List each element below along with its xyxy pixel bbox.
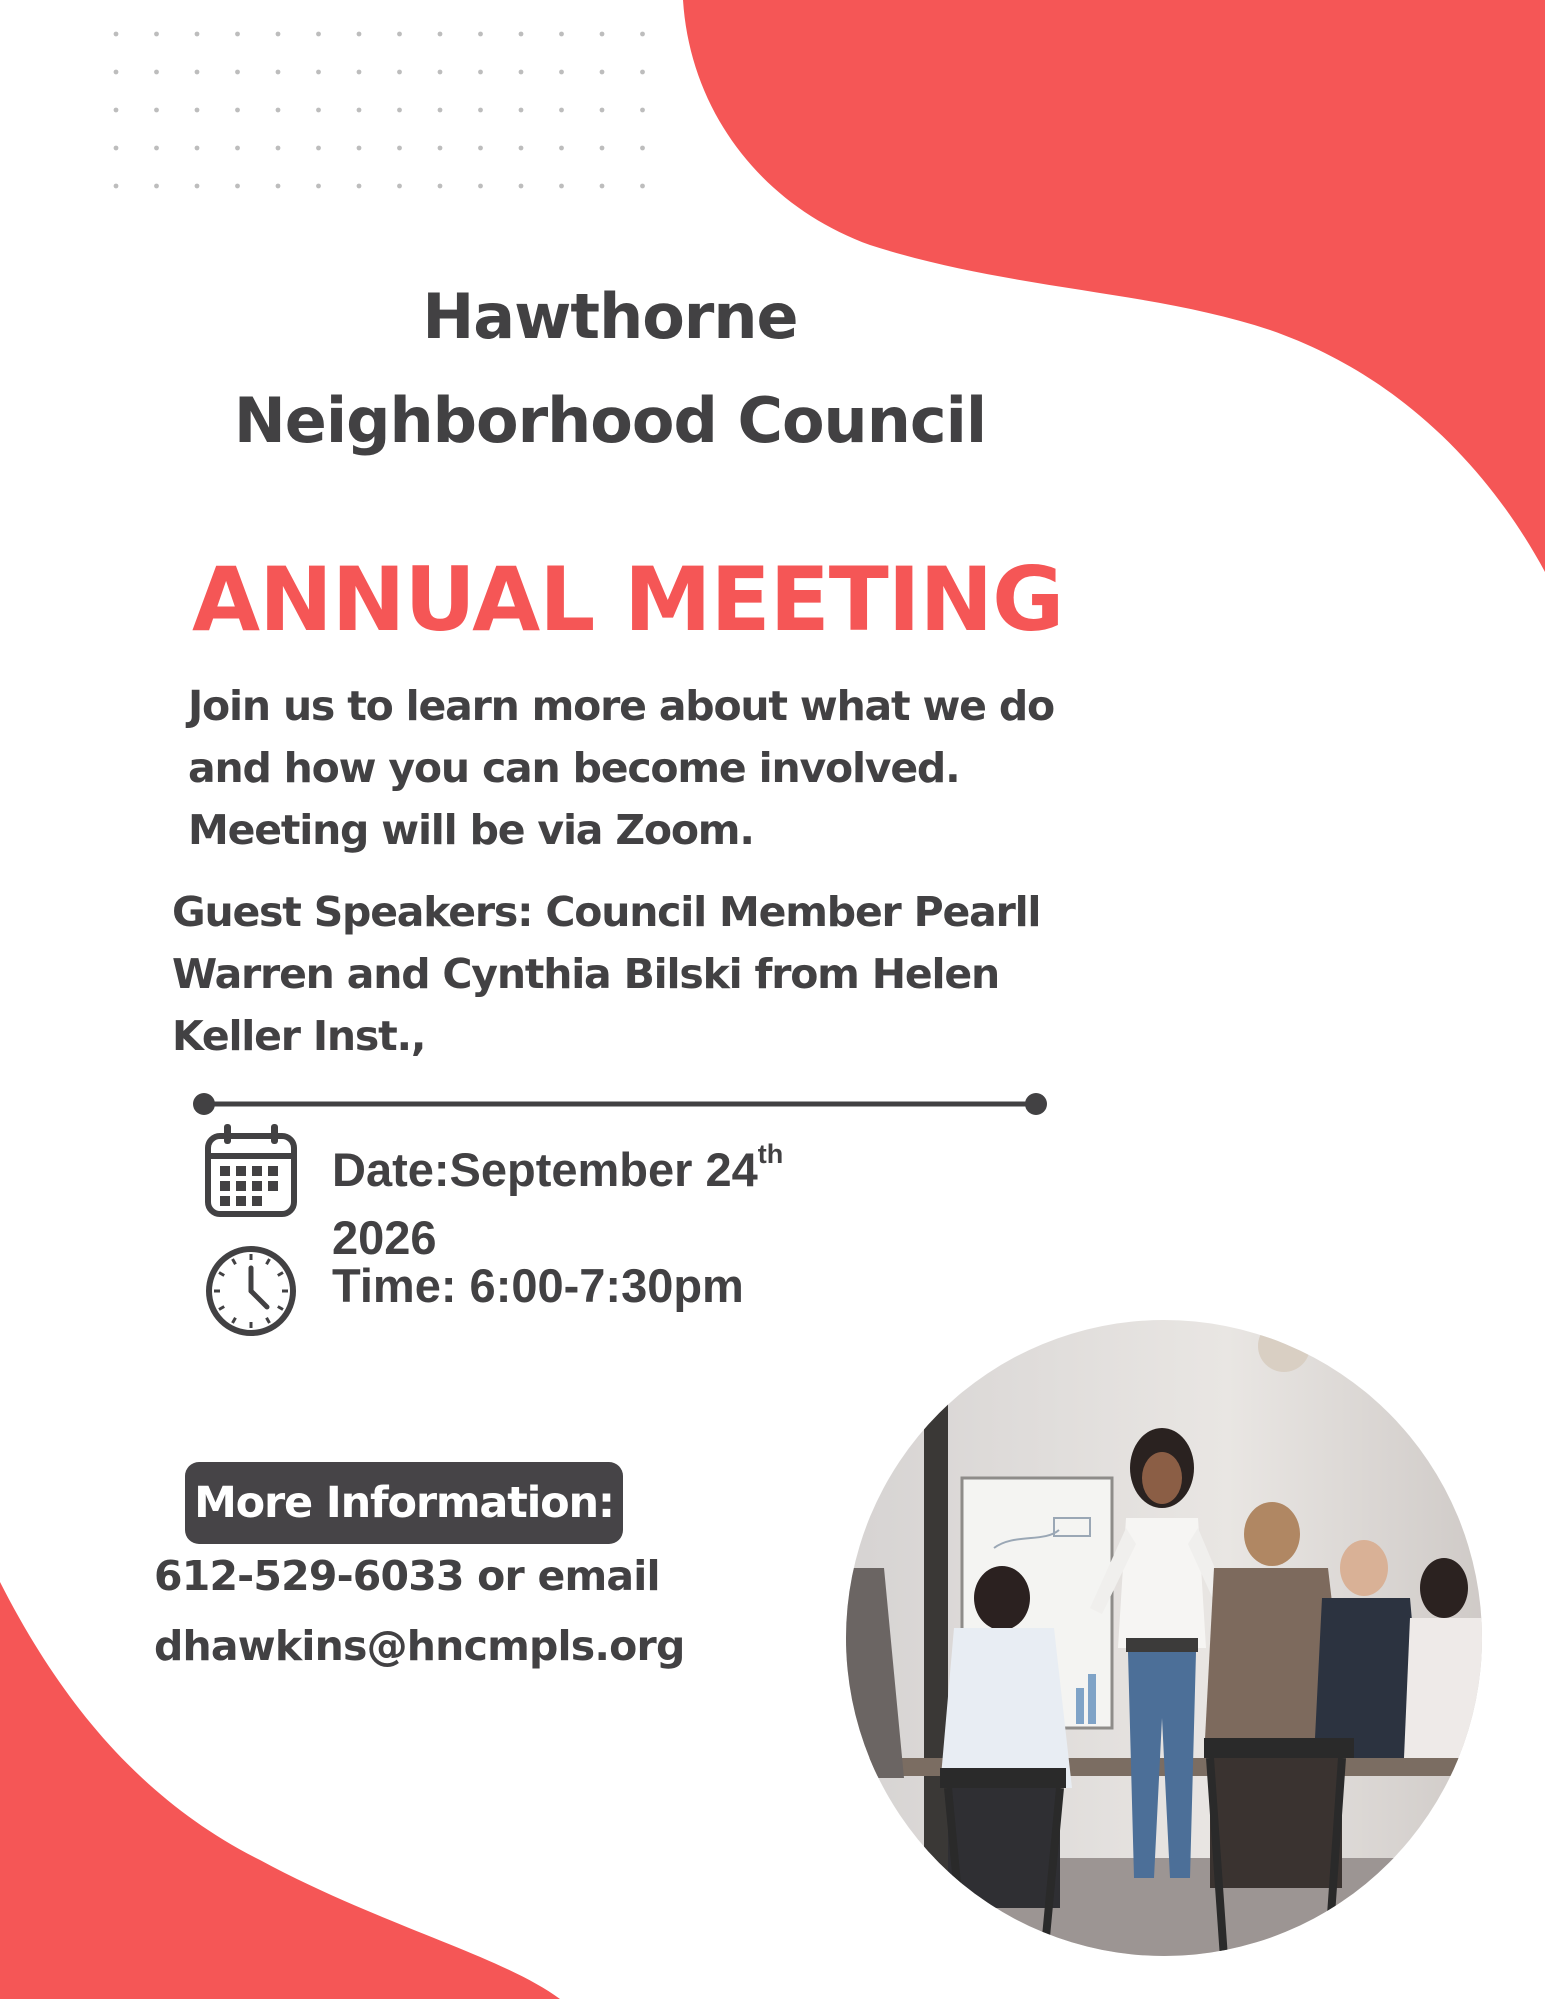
speakers-line3: Keller Inst., bbox=[172, 1012, 426, 1060]
event-date bbox=[332, 1139, 784, 1197]
event-date-label: Date:September 24 bbox=[332, 1143, 758, 1196]
meeting-photo bbox=[844, 1318, 1484, 1958]
org-name-line2: Neighborhood Council bbox=[233, 384, 987, 457]
clock-icon bbox=[204, 1244, 298, 1338]
org-name-line1: Hawthorne bbox=[422, 280, 798, 353]
event-year: 2026 bbox=[332, 1211, 437, 1264]
event-time: Time: 6:00-7:30pm bbox=[332, 1259, 744, 1312]
speakers-line1: Guest Speakers: Council Member Pearll bbox=[172, 888, 1041, 936]
speakers-line2: Warren and Cynthia Bilski from Helen bbox=[172, 950, 999, 998]
contact-email-link[interactable]: dhawkins@hncmpls.org bbox=[154, 1622, 685, 1670]
dot-grid-decoration bbox=[114, 32, 645, 189]
calendar-icon bbox=[204, 1122, 298, 1218]
intro-line3: Meeting will be via Zoom. bbox=[188, 806, 754, 854]
intro-line1: Join us to learn more about what we do bbox=[188, 682, 1054, 730]
headline-title: ANNUAL MEETING bbox=[192, 548, 1064, 651]
divider-line bbox=[192, 1090, 1048, 1118]
more-info-badge: More Information: bbox=[185, 1462, 623, 1544]
event-date-suffix: th bbox=[757, 1139, 784, 1170]
contact-phone-line: 612-529-6033 or email bbox=[154, 1552, 660, 1600]
intro-line2: and how you can become involved. bbox=[188, 744, 960, 792]
